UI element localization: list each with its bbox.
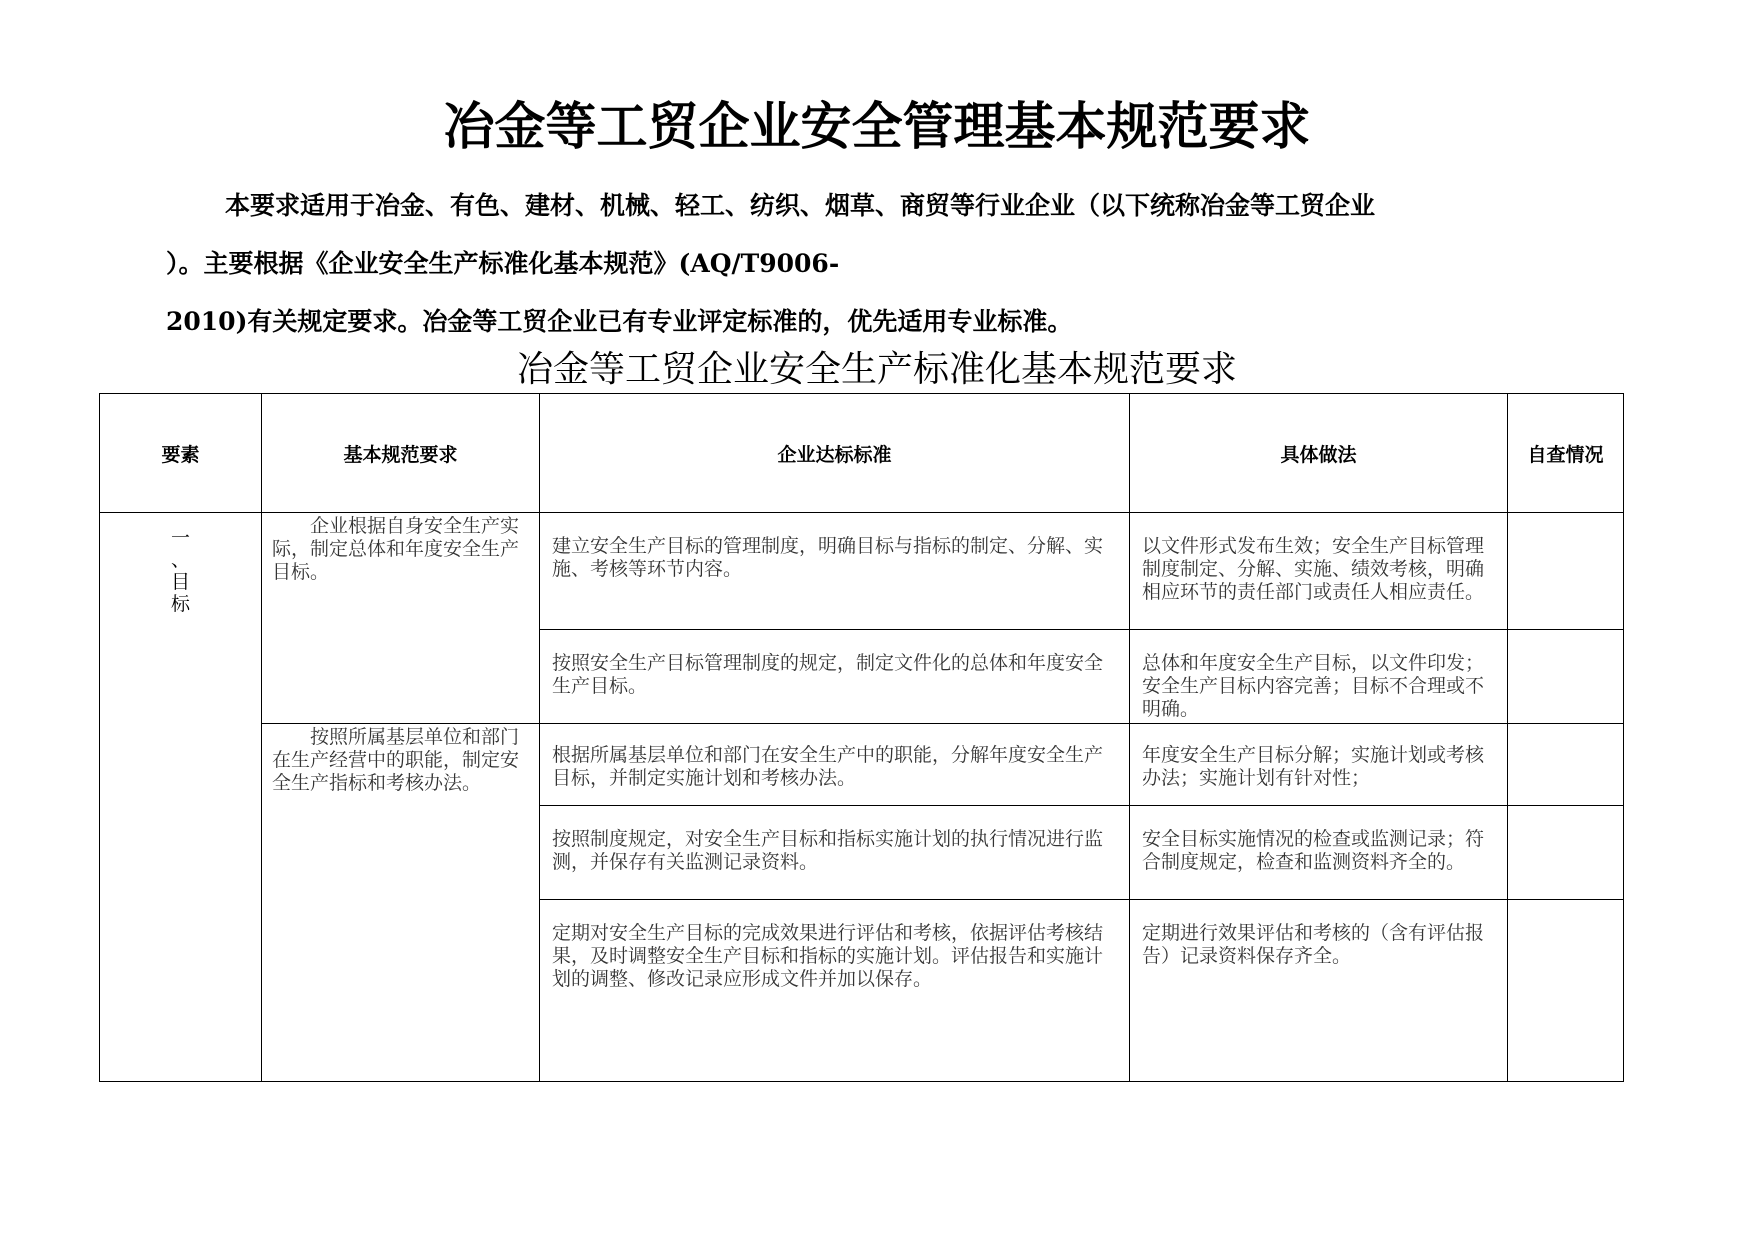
- standard-cell: 按照安全生产目标管理制度的规定，制定文件化的总体和年度安全生产目标。: [540, 630, 1130, 724]
- method-cell: 总体和年度安全生产目标，以文件印发；安全生产目标内容完善；目标不合理或不明确。: [1130, 630, 1508, 724]
- table-title: 冶金等工贸企业安全生产标准化基本规范要求: [516, 349, 1237, 390]
- requirement-cell: [262, 513, 540, 724]
- element-cell: [100, 513, 262, 1082]
- self-check-cell: [1508, 630, 1624, 724]
- requirement-text: 企业根据自身安全生产实际，制定总体和年度安全生产目标。: [272, 515, 520, 583]
- intro-line-3: 2010)有关规定要求。冶金等工贸企业已有专业评定标准的，优先适用专业标准。: [166, 307, 1073, 336]
- self-check-cell: [1508, 806, 1624, 900]
- self-check-cell: [1508, 724, 1624, 806]
- header-element: 要素: [100, 394, 262, 513]
- element-label: 一 、 目 标: [170, 527, 190, 615]
- standard-cell: 建立安全生产目标的管理制度，明确目标与指标的制定、分解、实施、考核等环节内容。: [540, 513, 1130, 630]
- table-header-row: [100, 394, 1624, 513]
- header-requirement: 基本规范要求: [262, 394, 540, 513]
- standards-table: [99, 393, 1624, 1082]
- standard-cell: 根据所属基层单位和部门在安全生产中的职能，分解年度安全生产目标，并制定实施计划和考核办法。: [540, 724, 1130, 806]
- method-cell: 以文件形式发布生效；安全生产目标管理制度制定、分解、实施、绩效考核，明确相应环节的责任部门或责任人相应责任。: [1130, 513, 1508, 630]
- standard-cell: 定期对安全生产目标的完成效果进行评估和考核，依据评估考核结果，及时调整安全生产目标和指标的实施计划。评估报告和实施计划的调整、修改记录应形成文件并加以保存。: [540, 900, 1130, 1082]
- method-cell: 定期进行效果评估和考核的（含有评估报告）记录资料保存齐全。: [1130, 900, 1508, 1082]
- table-row: [100, 724, 1624, 806]
- method-cell: 年度安全生产目标分解；实施计划或考核办法；实施计划有针对性；: [1130, 724, 1508, 806]
- table-row: [100, 513, 1624, 630]
- header-self-check: 自查情况: [1508, 394, 1624, 513]
- self-check-cell: [1508, 900, 1624, 1082]
- header-standard: 企业达标标准: [540, 394, 1130, 513]
- intro-line-2: ）。主要根据《企业安全生产标准化基本规范》(AQ/T9006-: [166, 249, 840, 278]
- intro-line-1: 本要求适用于冶金、有色、建材、机械、轻工、纺织、烟草、商贸等行业企业（以下统称冶金等工贸企业: [225, 191, 1376, 220]
- header-method: 具体做法: [1130, 394, 1508, 513]
- self-check-cell: [1508, 513, 1624, 630]
- requirement-cell: [262, 724, 540, 1082]
- standard-cell: 按照制度规定，对安全生产目标和指标实施计划的执行情况进行监测，并保存有关监测记录资料。: [540, 806, 1130, 900]
- document-title: 冶金等工贸企业安全管理基本规范要求: [443, 98, 1311, 157]
- method-cell: 安全目标实施情况的检查或监测记录；符合制度规定，检查和监测资料齐全的。: [1130, 806, 1508, 900]
- requirement-text: 按照所属基层单位和部门在生产经营中的职能，制定安全生产指标和考核办法。: [272, 726, 520, 794]
